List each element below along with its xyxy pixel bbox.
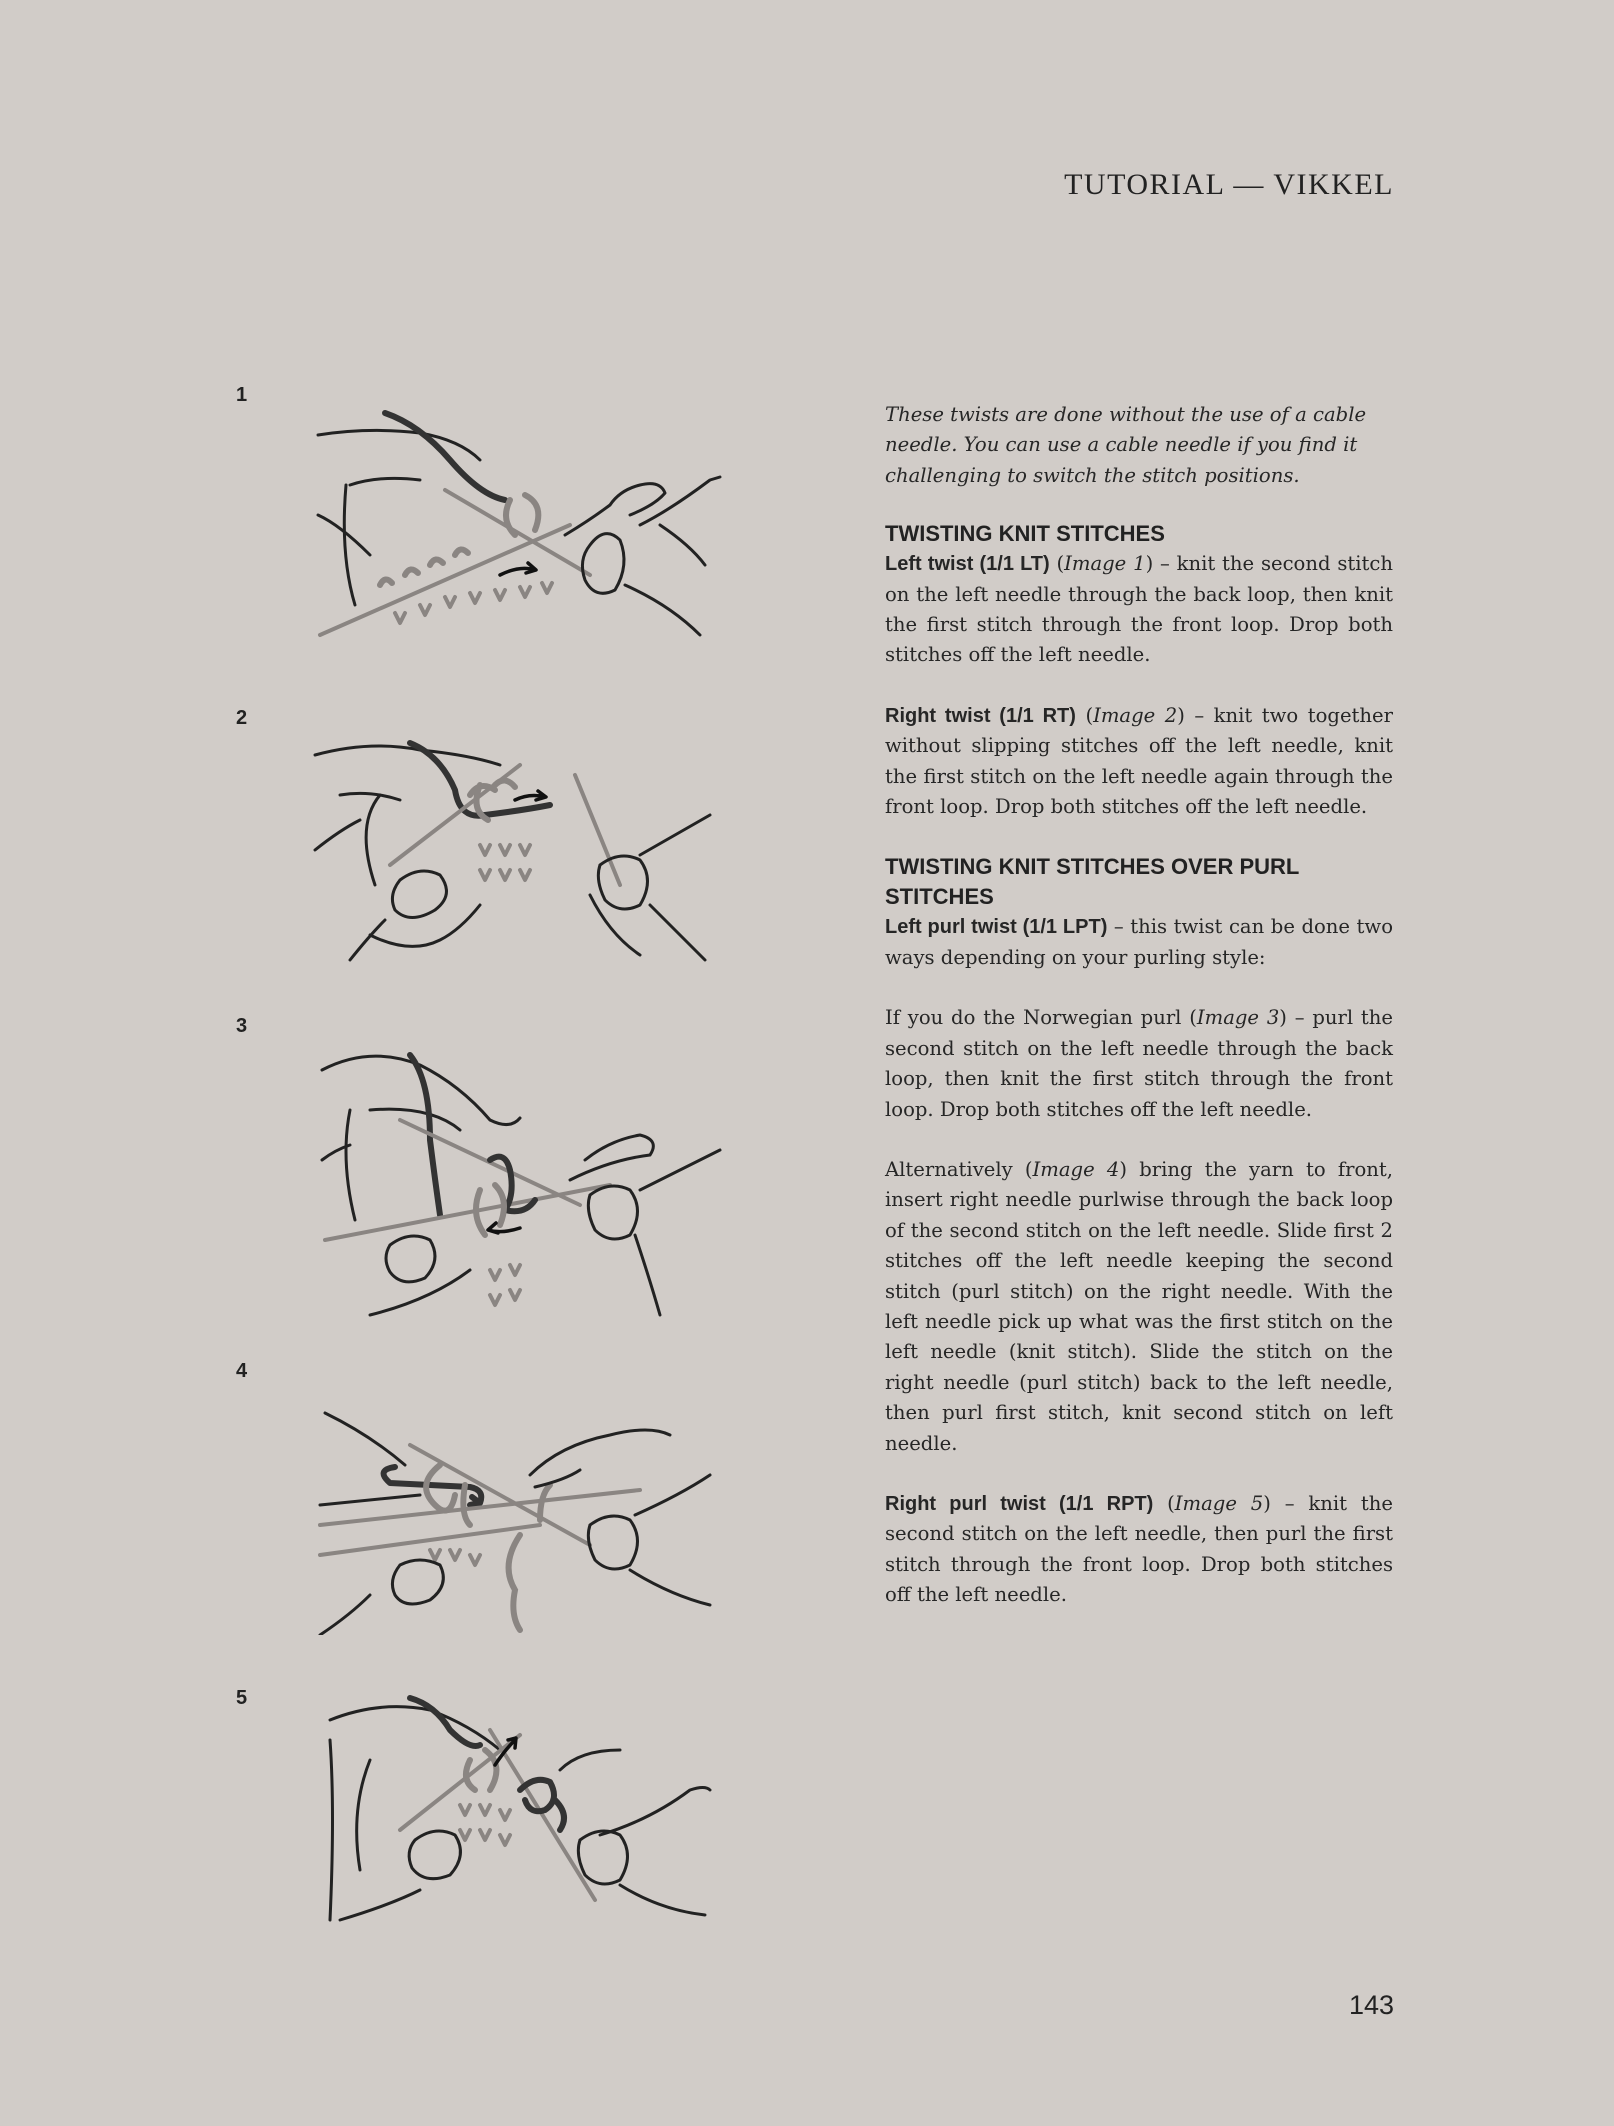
image-ref-3: Image 3: [1196, 1006, 1280, 1030]
paragraph-alternatively: Alternatively (Image 4) bring the yarn to front, insert right needle purlwise through the back loop of the second stitch on the left needle. Slide first 2 stitches off the left needle keeping the second stitch (purl stitch) on the right needle. With the left needle pick up what was the first stitch on the left needle (knit stitch). Slide the stitch on the right needle (purl stitch) back to the left needle, then purl first stitch, knit second stitch on left needle.: [885, 1157, 1393, 1455]
knitting-right-purl-twist-illustration: [310, 1690, 730, 1930]
paragraph-left-twist: Left twist (1/1 LT) (Image 1) – knit the second stitch on the left needle through the back loop, then knit the first stitch through the front loop. Drop both stitches off the left needle.: [885, 552, 1393, 667]
image-ref-5: Image 5: [1174, 1491, 1264, 1515]
knitting-alternative-purl-twist-illustration: [310, 1405, 730, 1635]
page-number: 143: [1348, 1990, 1394, 2020]
heading-twisting-knit-over-purl: TWISTING KNIT STITCHES OVER PURL STITCHES: [885, 854, 1299, 910]
knitting-norwegian-purl-twist-illustration: [310, 1040, 730, 1320]
image-ref-4: Image 4: [1032, 1157, 1120, 1181]
paragraph-norwegian-purl: If you do the Norwegian purl (Image 3) – purl the second stitch on the left needle through the back loop, then knit the first stitch through the front loop. Drop both stitches off the left needle.: [885, 1006, 1393, 1121]
knitting-left-twist-illustration: [310, 405, 730, 645]
term-left-purl-twist: Left purl twist (1/1 LPT): [885, 916, 1108, 939]
figure-number-3: 3: [236, 1015, 248, 1037]
heading-twisting-knit-stitches: TWISTING KNIT STITCHES: [885, 521, 1165, 547]
intro-paragraph: These twists are done without the use of a cable needle. You can use a cable needle if you find it challenging to switch the stitch positions.: [885, 403, 1367, 487]
paragraph-right-twist: Right twist (1/1 RT) (Image 2) – knit two together without slipping stitches off the left needle, knit the first stitch on the left needle again through the front loop. Drop both stitches off the left needle.: [885, 703, 1393, 819]
knitting-right-twist-illustration: [310, 735, 730, 975]
figure-number-2: 2: [236, 707, 248, 729]
paragraph-left-purl-twist: Left purl twist (1/1 LPT) – this twist can be done two ways depending on your purling style:: [885, 915, 1393, 969]
term-right-purl-twist: Right purl twist (1/1 RPT): [885, 1492, 1154, 1515]
figure-number-4: 4: [236, 1360, 248, 1382]
paragraph-right-purl-twist: Right purl twist (1/1 RPT) (Image 5) – knit the second stitch on the left needle, then purl the first stitch through the front loop. Drop both stitches off the left needle.: [885, 1491, 1393, 1607]
running-header: TUTORIAL — VIKKEL: [1064, 168, 1394, 201]
body-text-column: [885, 400, 1393, 1641]
term-right-twist: Right twist (1/1 RT): [885, 704, 1076, 727]
image-ref-2: Image 2: [1093, 703, 1178, 727]
term-left-twist: Left twist (1/1 LT): [885, 553, 1050, 576]
figure-number-5: 5: [236, 1687, 248, 1709]
figure-number-1: 1: [236, 384, 248, 406]
image-ref-1: Image 1: [1064, 552, 1146, 576]
